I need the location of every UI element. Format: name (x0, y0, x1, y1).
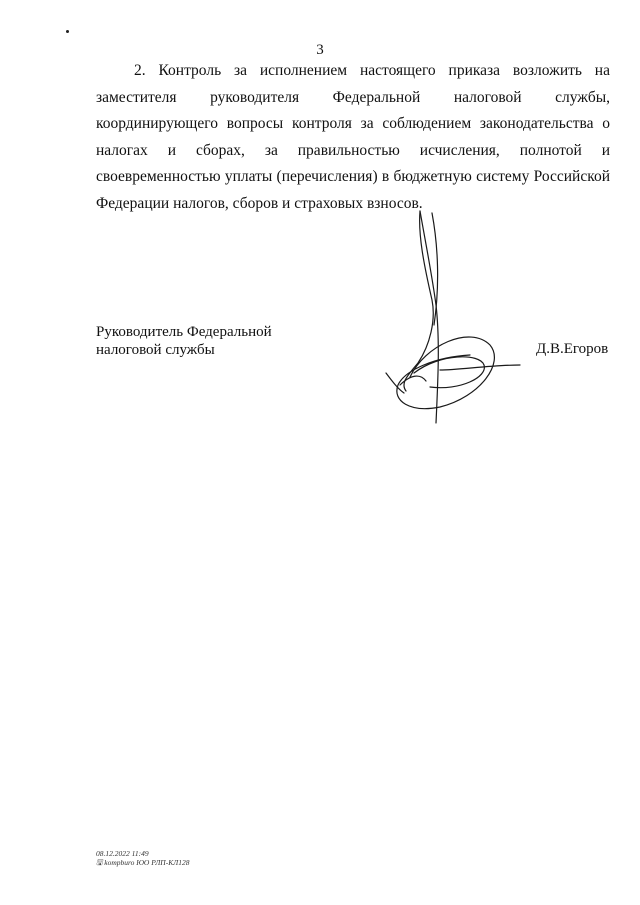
signatory-title (96, 323, 272, 359)
footer-meta (96, 849, 190, 867)
file-icon: 🖫 (96, 858, 105, 867)
footer-file-ref (96, 858, 190, 867)
scan-speck (66, 30, 69, 33)
page-number: 3 (316, 42, 324, 58)
signatory-title-line-2: налоговой службы (96, 342, 215, 358)
footer-timestamp: 08.12.2022 11:49 (96, 849, 149, 858)
footer-file-ref-text: kompburo ЮО РЛП-КЛ128 (104, 858, 190, 867)
signatory-name: Д.В.Егоров (536, 341, 609, 357)
handwritten-signature (380, 205, 530, 430)
signatory-title-line-1: Руководитель Федеральной (96, 324, 272, 340)
order-paragraph-2: 2. Контроль за исполнением настоящего приказа возложить на заместителя руководителя Федеральной налоговой службы, координирующего вопросы контроля за соблюдением законодательства о налогах и сборах, за правильностью исчисления, полнотой и своевременностью уплаты (перечисления) в бюджетную систему Российской Федерации налогов, сборов и страховых взносов. (96, 62, 610, 212)
